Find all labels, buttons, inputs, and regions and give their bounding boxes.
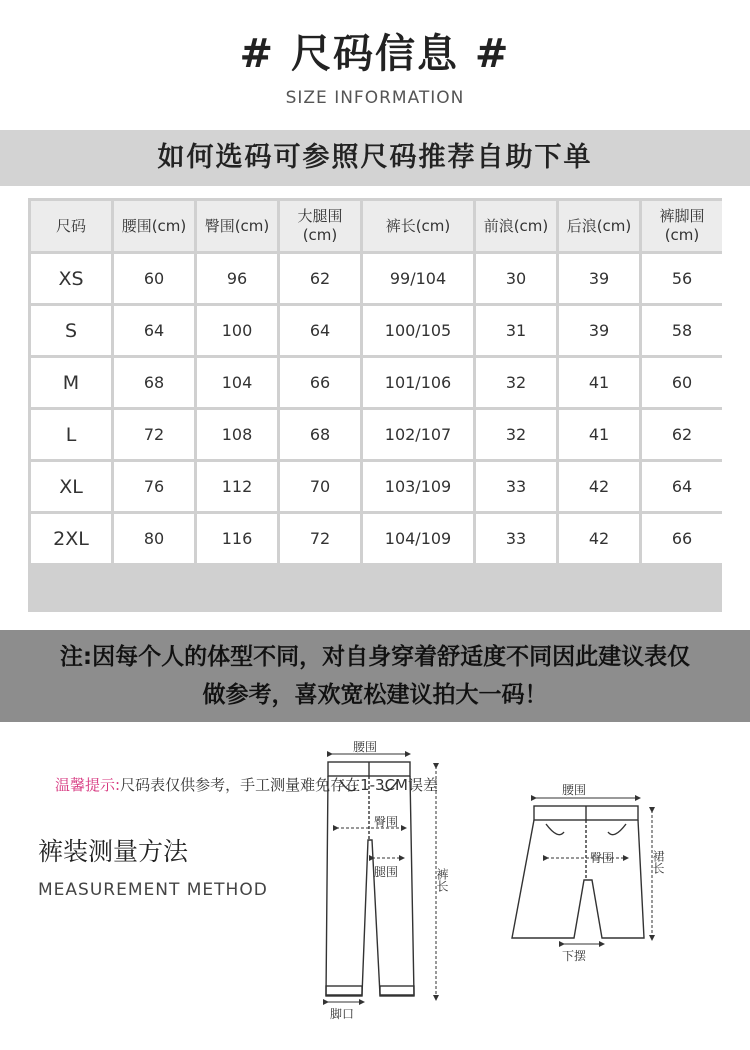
table-cell: 31 [476,306,556,355]
table-cell: 101/106 [363,358,473,407]
table-cell: 62 [642,410,722,459]
label-pants-length: 裤长 [435,868,449,892]
table-cell: S [31,306,111,355]
header-thigh: 大腿围 (cm) [280,201,360,251]
label-shorts-hem: 下摆 [562,949,587,963]
label-shorts-waist: 腰围 [562,783,587,797]
table-cell: 32 [476,410,556,459]
table-cell: 33 [476,462,556,511]
fit-note-line-1: 注:因每个人的体型不同，对自身穿着舒适度不同因此建议表仅 [59,644,691,670]
label-pants-waist: 腰围 [353,740,378,754]
table-row [31,410,722,459]
label-shorts-length: 裙长 [651,850,665,874]
table-cell: 96 [197,254,277,303]
table-cell: 100 [197,306,277,355]
table-cell: 60 [114,254,194,303]
table-row [31,254,722,303]
table-cell: 41 [559,410,639,459]
table-cell: 42 [559,462,639,511]
measurement-subtitle: MEASUREMENT METHOD [38,880,268,900]
header-leg-opening: 裤脚围 (cm) [642,201,722,251]
table-cell: 41 [559,358,639,407]
table-cell: 62 [280,254,360,303]
table-cell: 30 [476,254,556,303]
table-cell: 64 [642,462,722,511]
table-cell: 60 [642,358,722,407]
table-cell: 72 [114,410,194,459]
table-cell: 116 [197,514,277,563]
header-length: 裤长(cm) [363,201,473,251]
table-cell: 102/107 [363,410,473,459]
table-cell: 42 [559,514,639,563]
table-cell: 80 [114,514,194,563]
table-cell: 112 [197,462,277,511]
table-cell: 64 [114,306,194,355]
shorts-diagram [512,806,644,938]
tip-text: 尺码表仅供参考，手工测量难免存在1-3CM误差 [120,776,438,794]
table-cell: 99/104 [363,254,473,303]
table-cell: 104 [197,358,277,407]
table-row [31,514,722,563]
table-cell: 33 [476,514,556,563]
table-cell: 64 [280,306,360,355]
label-pants-hem: 脚口 [330,1007,355,1021]
table-cell: 68 [280,410,360,459]
header-hip: 臀围(cm) [197,201,277,251]
table-cell: L [31,410,111,459]
long-pants-diagram [326,762,414,996]
table-cell: XL [31,462,111,511]
table-cell: 39 [559,254,639,303]
table-cell: 32 [476,358,556,407]
label-shorts-hip: 臀围 [590,851,615,865]
table-cell: 70 [280,462,360,511]
table-row [31,306,722,355]
table-cell: 100/105 [363,306,473,355]
table-cell: 2XL [31,514,111,563]
header-size: 尺码 [31,201,111,251]
fit-note-line-2: 做参考，喜欢宽松建议拍大一码！ [202,682,548,708]
label-pants-hip: 臀围 [374,815,399,829]
table-cell: 104/109 [363,514,473,563]
table-header-row [31,201,722,251]
table-row [31,462,722,511]
header-back-rise: 后浪(cm) [559,201,639,251]
table-row [31,358,722,407]
table-cell: 108 [197,410,277,459]
measurement-diagram [300,730,720,1030]
measurement-title: 裤装测量方法 [38,837,189,866]
size-table [28,198,725,566]
table-cell: 72 [280,514,360,563]
table-cell: 103/109 [363,462,473,511]
header-front-rise: 前浪(cm) [476,201,556,251]
table-cell: 56 [642,254,722,303]
fit-note-banner [0,630,750,722]
page-subtitle: SIZE INFORMATION [285,88,465,108]
table-cell: 39 [559,306,639,355]
tip-label: 温馨提示: [55,776,121,794]
table-cell: 66 [280,358,360,407]
page-title: # 尺码信息 # [239,31,511,77]
table-cell: 58 [642,306,722,355]
table-cell: 68 [114,358,194,407]
table-cell: M [31,358,111,407]
size-guide-banner: 如何选码可参照尺码推荐自助下单 [0,130,750,186]
table-cell: 66 [642,514,722,563]
table-cell: XS [31,254,111,303]
header-waist: 腰围(cm) [114,201,194,251]
label-pants-thigh: 腿围 [374,865,399,879]
table-cell: 76 [114,462,194,511]
